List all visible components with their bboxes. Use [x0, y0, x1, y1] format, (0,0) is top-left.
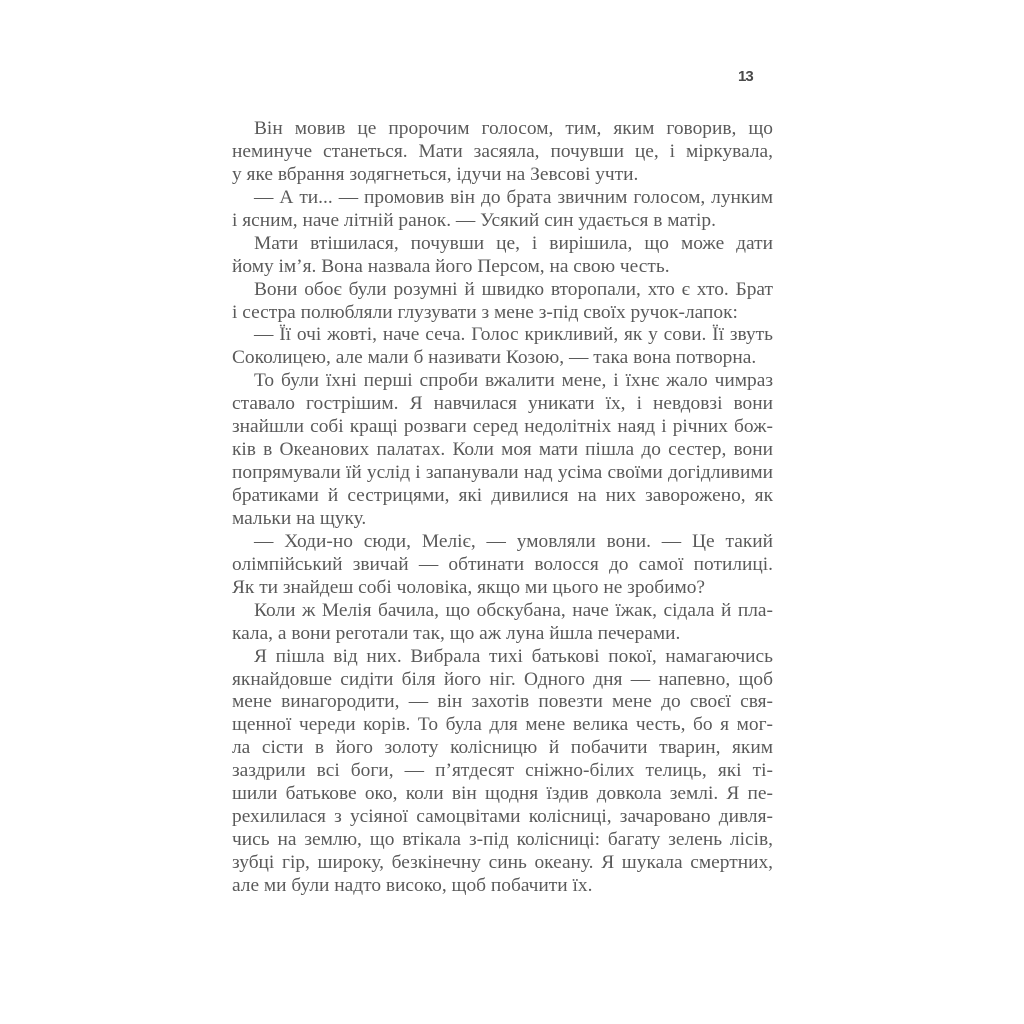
text-line: Я пішла від них. Вибрала тихі батькові покої, намагаючись	[254, 645, 773, 667]
text-line: Як ти знайдеш собі чоловіка, якщо ми цього не зробимо?	[232, 576, 706, 598]
text-line: — А ти... — промовив він до брата звичним голосом, лунким	[254, 186, 773, 208]
text-line: неминуче станеться. Мати засяяла, почувши це, і міркувала,	[232, 140, 773, 162]
text-line: заздрили всі боги, — п’ятдесят сніжно-білих телиць, які ті-	[232, 760, 773, 782]
text-line: йому ім’я. Вона назвала його Персом, на свою честь.	[232, 255, 670, 277]
text-line: Вони обоє були розумні й швидко второпали, хто є хто. Брат	[254, 278, 773, 300]
text-line: мене винагородити, — він захотів повезти мене до своєї свя-	[232, 691, 773, 713]
text-line: знайшли собі кращі розваги серед недолітніх наяд і річних бож-	[232, 416, 773, 438]
text-line: чись на землю, що втікала з-під колісниці: багату зелень лісів,	[232, 829, 773, 851]
text-line: у яке вбрання зодягнеться, ідучи на Зевсові учти.	[232, 163, 639, 185]
text-line: олімпійський звичай — обтинати волосся до самої потилиці.	[232, 553, 773, 575]
text-line: зубці гір, широку, безкінечну синь океану. Я шукала смертних,	[232, 852, 773, 873]
text-line: ків в Океанових палатах. Коли моя мати пішла до сестер, вони	[232, 439, 773, 461]
text-line: братиками й сестрицями, які дивилися на них заворожено, як	[232, 485, 773, 506]
text-line: Коли ж Мелія бачила, що обскубана, наче їжак, сідала й пла-	[254, 599, 773, 621]
text-line: кала, а вони реготали так, що аж луна йшла печерами.	[232, 622, 681, 644]
text-line: Соколицею, але мали б називати Козою, — така вона потворна.	[232, 347, 757, 369]
text-line: — Ходи-но сюди, Меліє, — умовляли вони. — Це такий	[254, 530, 773, 552]
text-line: і ясним, наче літній ранок. — Усякий син удається в матір.	[232, 209, 716, 231]
text-line: — Її очі жовті, наче сеча. Голос крикливий, як у сови. Її звуть	[254, 324, 773, 346]
text-line: То були їхні перші спроби вжалити мене, і їхнє жало чимраз	[254, 370, 773, 392]
text-line: шили батькове око, коли він щодня їздив довкола землі. Я пе-	[232, 783, 773, 805]
page-number: 13	[738, 68, 753, 85]
text-line: попрямували їй услід і запанували над усіма своїми догідливими	[232, 462, 773, 484]
text-line: і сестра полюбляли глузувати з мене з-під своїх ручок-лапок:	[232, 301, 738, 323]
text-line: щенної череди корів. То була для мене велика честь, бо я мог-	[232, 714, 773, 736]
text-line: але ми були надто високо, щоб побачити їх.	[232, 874, 593, 896]
text-line: Мати втішилася, почувши це, і вирішила, що може дати	[254, 232, 773, 254]
text-line: мальки на щуку.	[232, 507, 367, 529]
body-text	[232, 118, 773, 898]
text-line: рехилилася з усіяної самоцвітами колісниці, зачаровано дивля-	[232, 806, 773, 828]
text-line: Він мовив це пророчим голосом, тим, яким говорив, що	[254, 118, 773, 139]
text-line: якнайдовше сидіти біля його ніг. Одного дня — напевно, щоб	[232, 668, 773, 690]
text-line: ставало гострішим. Я навчилася уникати їх, і невдовзі вони	[232, 393, 773, 415]
text-line: ла сісти в його золоту колісницю й побачити тварин, яким	[232, 737, 773, 759]
